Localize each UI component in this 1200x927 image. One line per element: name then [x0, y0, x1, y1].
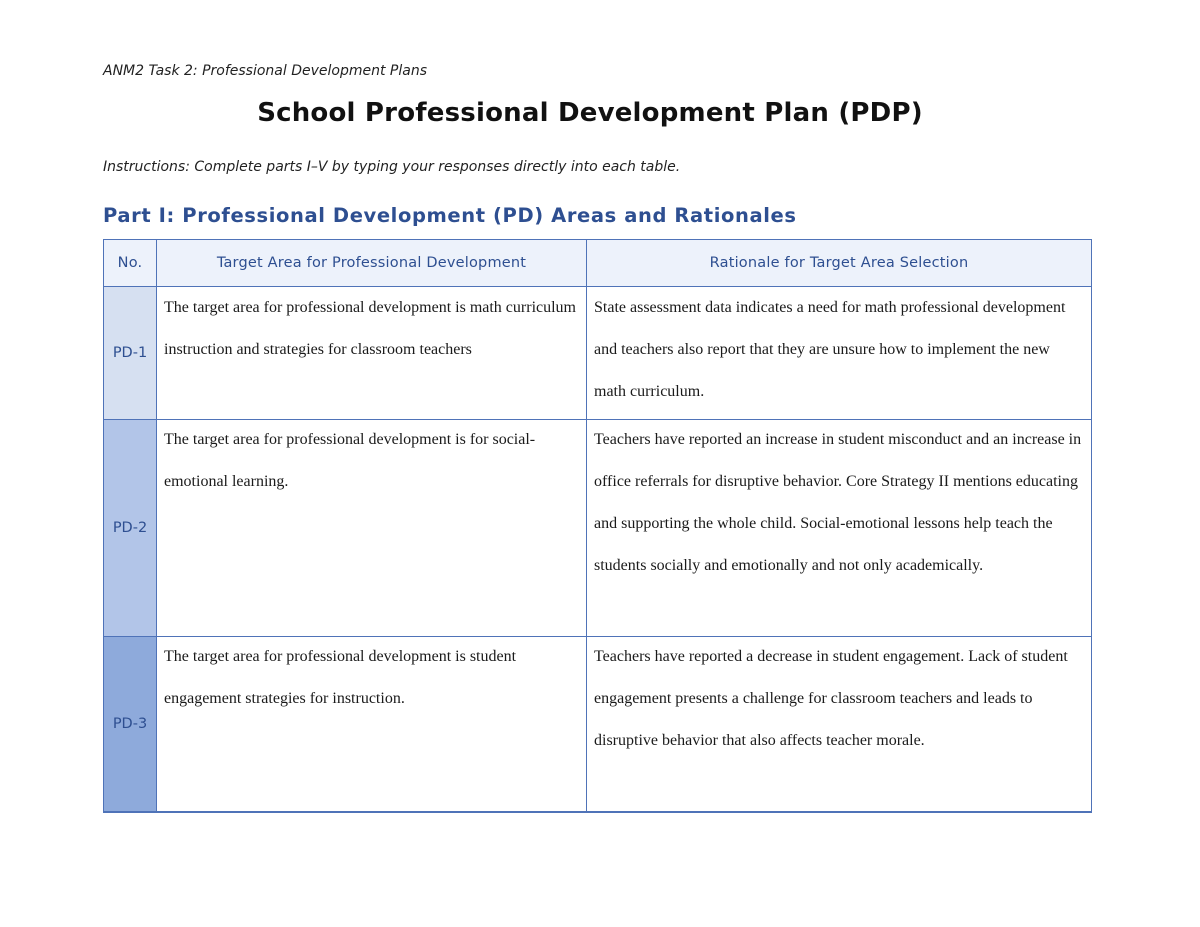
- rationale-text: Teachers have reported an increase in student misconduct and an increase in office referrals for disruptive behavior. Core Strategy II mentions educating and supporting the whole child. Social-emotional lessons help teach the students socially and emotionally and not only academically.: [594, 431, 1082, 574]
- running-header: ANM2 Task 2: Professional Development Plans: [103, 63, 427, 79]
- page-title: School Professional Development Plan (PDP): [257, 98, 923, 128]
- target-area-text: The target area for professional development is for social-emotional learning.: [164, 431, 536, 490]
- rationale-text: Teachers have reported a decrease in student engagement. Lack of student engagement presents a challenge for classroom teachers and leads to disruptive behavior that also affects teacher morale.: [594, 648, 1068, 749]
- rationale-cell[interactable]: [587, 637, 1092, 813]
- target-area-text: The target area for professional development is math curriculum instruction and strategies for classroom teachers: [164, 299, 576, 358]
- target-area-cell[interactable]: [157, 637, 587, 813]
- table-row: [104, 420, 1092, 637]
- pd-areas-table: [103, 239, 1092, 813]
- row-id-cell: PD-1: [104, 287, 157, 420]
- table-row: [104, 637, 1092, 813]
- target-area-cell[interactable]: [157, 420, 587, 637]
- rationale-cell[interactable]: [587, 420, 1092, 637]
- table-header-row: [104, 240, 1092, 287]
- rationale-cell[interactable]: [587, 287, 1092, 420]
- target-area-text: The target area for professional development is student engagement strategies for instruction.: [164, 648, 517, 707]
- column-header-target-area: Target Area for Professional Development: [157, 240, 587, 287]
- column-header-no: No.: [104, 240, 157, 287]
- rationale-text: State assessment data indicates a need for math professional development and teachers also report that they are unsure how to implement the new math curriculum.: [594, 299, 1066, 400]
- part-heading: Part I: Professional Development (PD) Areas and Rationales: [103, 204, 797, 227]
- table-row: [104, 287, 1092, 420]
- target-area-cell[interactable]: [157, 287, 587, 420]
- instructions-text: Instructions: Complete parts I–V by typing your responses directly into each table.: [103, 159, 681, 175]
- row-id-cell: PD-3: [104, 637, 157, 813]
- column-header-rationale: Rationale for Target Area Selection: [587, 240, 1092, 287]
- row-id-cell: PD-2: [104, 420, 157, 637]
